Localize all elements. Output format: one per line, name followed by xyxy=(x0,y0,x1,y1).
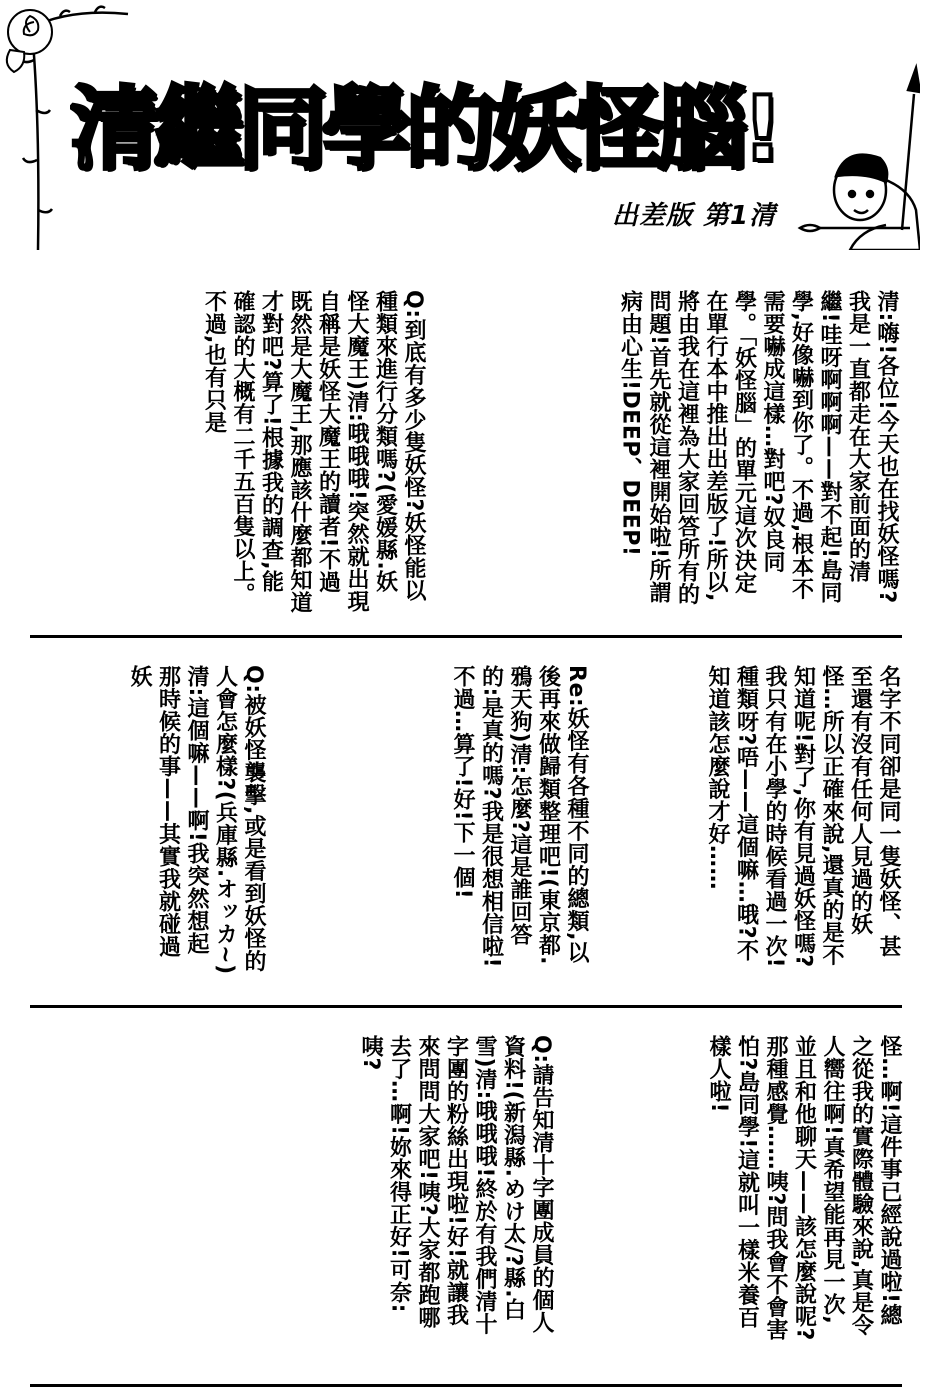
page-subtitle: 出差版 第1清 xyxy=(612,201,777,231)
answer-1-continued-block: 名字不同卻是同一隻妖怪、甚至還有沒有任何人見過的妖怪…所以正確來說,還真的是不知道呢!對了,你有見過妖怪嗎?我只有在小學的時候看過一次!種類呀?唔——這個嘛…哦?不知道該怎麼說才好…… xyxy=(705,665,901,969)
section-divider xyxy=(30,1005,902,1008)
reply-and-comment-block: Re:妖怪有各種不同的總類,以後再來做歸類整理吧!(東京都.鴉天狗)清:怎麼?這是誰回答的:是真的嗎?我是很想相信啦!不過…算了!好!下一個! xyxy=(450,665,589,969)
answer-2-continued-block: 怪…啊!這件事已經說過啦!總之從我的實際體驗來說,真是令人嚮往啊!真希望能再見一次,並且和他聊天——該怎麼說呢?那種感覺……咦?問我會不會害怕?島同學!這就叫一樣米養百樣人啦! xyxy=(706,1035,902,1341)
page-title: 清繼同學的妖怪腦! xyxy=(70,77,778,182)
question-3-block: Q:請告知清十字團成員的個人資料!(新潟縣.めけ太/?縣.白雪)清:哦哦哦!終於有我們清十字團的粉絲出現啦!好!就讓我來問問大家吧!咦?大家都跑哪去了…啊!妳來得正好!可奈:咦? xyxy=(358,1035,554,1336)
intro-and-answer-block: 清:嗨!各位!今天也在找妖怪嗎?我是一直都走在大家前面的清繼!哇呀啊啊啊——對不起!島同學,好像嚇到你了。不過,根本不需要嚇成這樣…對吧?奴良同學。「妖怪腦」的單元這次決定在單行本中推出出差版了!所以,將由我在這裡為大家回答所有的問題!首先就從這裡開始啦!所謂病由心生!DEEP、DEEP! xyxy=(617,290,899,605)
bottom-divider xyxy=(30,1384,902,1387)
section-divider xyxy=(30,635,902,638)
question-1-block: Q:到底有多少隻妖怪?妖怪能以種類來進行分類嗎?(愛媛縣.妖怪大魔王)清:哦哦哦!突然就出現自稱是妖怪大魔王的讀者!不過既然是大魔王,那應該什麼都知道才對吧?算了!根據我的調查,能確認的大概有二千五百隻以上。不過,也有只是 xyxy=(201,290,426,614)
question-2-block: Q:被妖怪襲擊,或是看到妖怪的人會怎麼樣?(兵庫縣.オッカ~)清:這個嘛——啊!我突然想起那時候的事——其實我就碰過妖 xyxy=(127,665,266,975)
